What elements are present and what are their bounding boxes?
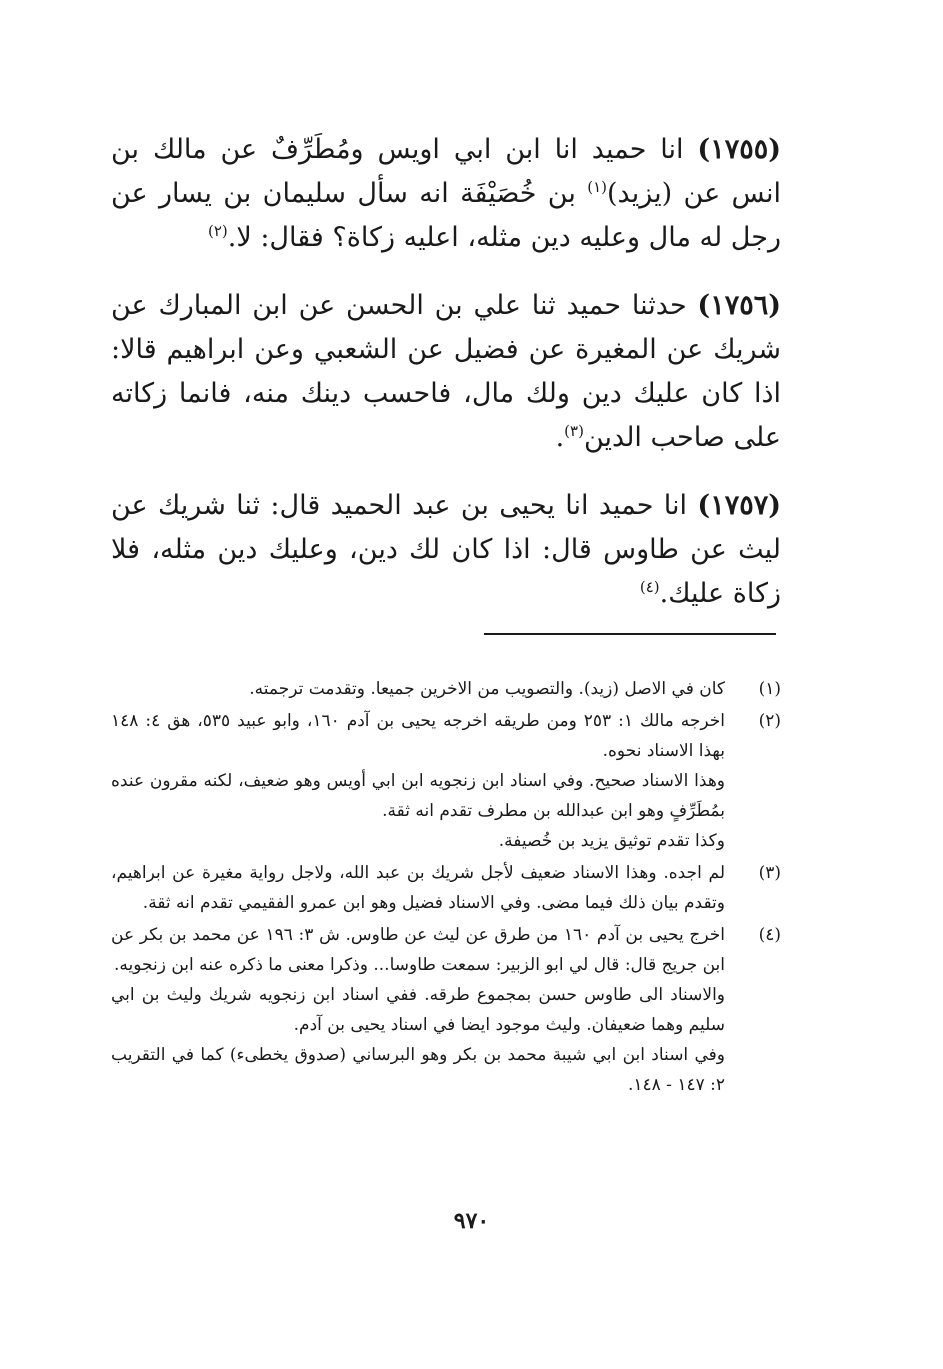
footnote-1 bbox=[111, 674, 781, 704]
footnote-separator bbox=[484, 633, 776, 635]
footnote-body bbox=[111, 706, 725, 856]
page-number: ٩٧٠ bbox=[453, 1208, 490, 1234]
footnote-paragraph: وهذا الاسناد صحيح. وفي اسناد ابن زنجويه ابن ابي أويس وهو ضعيف، لكنه مقرون عنده بمُطَرِّفٍ وهو ابن عبدالله بن مطرف تقدم انه ثقة. bbox=[111, 771, 725, 821]
footnote-paragraph: والاسناد الى طاوس حسن بمجموع طرقه. ففي اسناد ابن زنجويه شريك وليث بن ابي سليم وهما ضعيفان. وليث موجود ايضا في اسناد يحيى بن آدم. bbox=[111, 985, 725, 1035]
footnote-paragraph: كان في الاصل (زيد). والتصويب من الاخرين جميعا. وتقدمت ترجمته. bbox=[249, 679, 725, 699]
footnote-number: (٤) bbox=[758, 925, 781, 945]
hadith-number: (١٧٥٥) bbox=[697, 134, 781, 165]
hadith-text: . bbox=[555, 422, 565, 453]
footnote-3 bbox=[111, 858, 781, 918]
footnote-ref[interactable]: (١) bbox=[587, 178, 608, 196]
footnote-number: (٣) bbox=[758, 863, 781, 883]
footnote-paragraph: لم اجده. وهذا الاسناد ضعيف لأجل شريك بن عبد الله، ولاجل رواية مغيرة عن ابراهيم، وتقدم بيان ذلك فيما مضى. وفي الاسناد فضيل وهو ابن عمرو الفقيمي تقدم انه ثقة. bbox=[111, 863, 725, 913]
hadith-1755 bbox=[111, 128, 781, 260]
footnote-ref[interactable]: (٤) bbox=[639, 578, 660, 596]
footnote-body bbox=[111, 858, 725, 918]
footnote-ref[interactable]: (٣) bbox=[564, 422, 584, 440]
main-text bbox=[111, 128, 781, 640]
footnote-number: (٢) bbox=[758, 711, 781, 731]
footnote-body bbox=[111, 920, 725, 1100]
footnote-number: (١) bbox=[758, 679, 781, 699]
footnotes bbox=[111, 674, 781, 1102]
footnote-paragraph: وكذا تقدم توثيق يزيد بن خُصيفة. bbox=[498, 831, 725, 851]
footnote-paragraph: اخرج يحيى بن آدم ١٦٠ من طرق عن ليث عن طاوس. ش ٣: ١٩٦ عن محمد بن بكر عن ابن جريج قال: قال لي ابو الزبير: سمعت طاوسا... وذكرا معنى ما ذكره عنه ابن زنجويه. bbox=[111, 925, 725, 975]
footnote-ref[interactable]: (٢) bbox=[207, 222, 228, 240]
hadith-number: (١٧٥٦) bbox=[697, 290, 781, 321]
hadith-text: انا حميد انا ابن ابي اويس ومُطَرِّفٌ عن مالك بن انس عن (يزيد) bbox=[111, 134, 781, 209]
hadith-text: بن خُصَيْفَة انه سأل سليمان بن يسار عن رجل له مال وعليه دين مثله، اعليه زكاة؟ فقال: لا. bbox=[111, 178, 781, 253]
hadith-number: (١٧٥٧) bbox=[697, 490, 781, 521]
footnote-body bbox=[111, 674, 725, 704]
hadith-1757 bbox=[111, 484, 781, 616]
footnote-paragraph: اخرجه مالك ١: ٢٥٣ ومن طريقه اخرجه يحيى بن آدم ١٦٠، وابو عبيد ٥٣٥، هق ٤: ١٤٨ بهذا الاسناد نحوه. bbox=[111, 711, 725, 761]
hadith-text: انا حميد انا يحيى بن عبد الحميد قال: ثنا شريك عن ليث عن طاوس قال: اذا كان لك دين، وعليك دين مثله، فلا زكاة عليك. bbox=[111, 490, 781, 609]
footnote-2 bbox=[111, 706, 781, 856]
hadith-1756 bbox=[111, 284, 781, 460]
footnote-4 bbox=[111, 920, 781, 1100]
footnote-paragraph: وفي اسناد ابن ابي شيبة محمد بن بكر وهو البرساني (صدوق يخطىء) كما في التقريب ٢: ١٤٧ - ١٤٨. bbox=[111, 1045, 725, 1095]
hadith-text: حدثنا حميد ثنا علي بن الحسن عن ابن المبارك عن شريك عن المغيرة عن فضيل عن الشعبي وعن ابراهيم قالا: اذا كان عليك دين ولك مال، فاحسب دينك منه، فانما زكاته على صاحب الدين bbox=[111, 290, 781, 453]
